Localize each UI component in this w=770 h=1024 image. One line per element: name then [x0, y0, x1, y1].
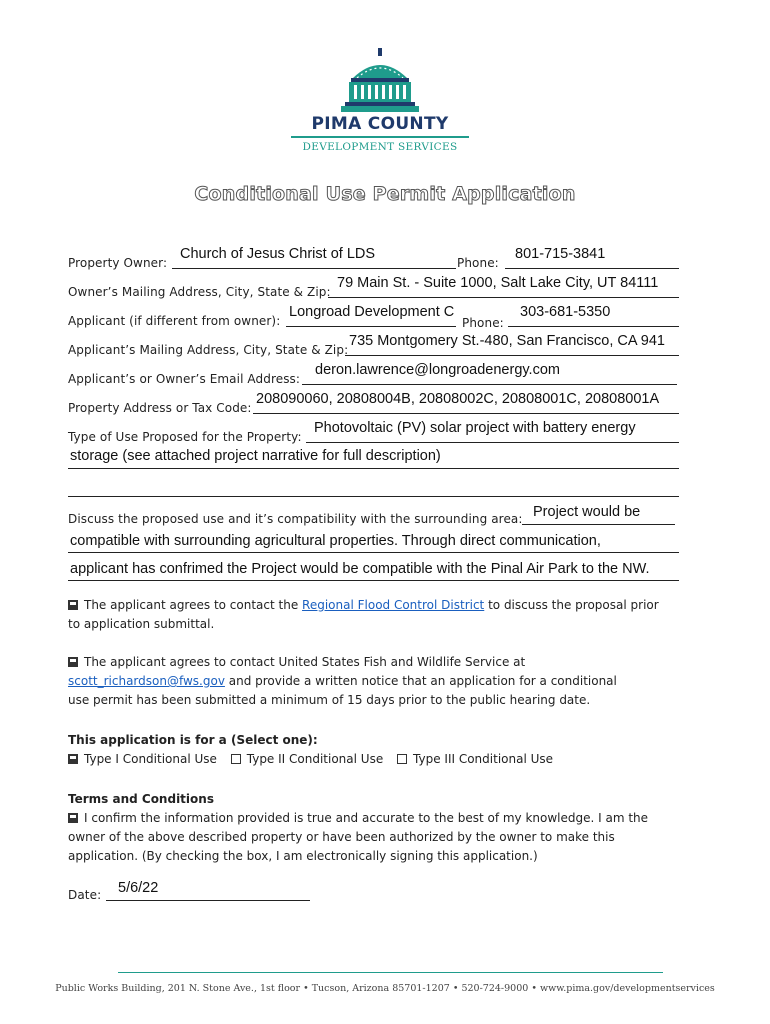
- type-3-option[interactable]: [397, 752, 553, 766]
- applicant-address-field[interactable]: 735 Montgomery St.-480, San Francisco, CA 941: [349, 333, 665, 349]
- flood-agreement-line2: to application submittal.: [68, 617, 215, 631]
- type-1-checkbox[interactable]: [68, 754, 78, 764]
- terms-line1: I confirm the information provided is true and accurate to the best of my knowledge. I am the: [84, 811, 649, 825]
- applicant-address-label: Applicant’s Mailing Address, City, State & Zip:: [68, 343, 349, 357]
- terms-line3: application. (By checking the box, I am electronically signing this application.): [68, 849, 538, 863]
- applicant-field[interactable]: Longroad Development C: [289, 304, 455, 320]
- owner-phone-underline: [505, 268, 679, 269]
- fws-agreement-text: The applicant agrees to contact United States Fish and Wildlife Service at: [84, 655, 526, 669]
- type-2-label: Type II Conditional Use: [246, 752, 384, 766]
- type-1-option[interactable]: [68, 752, 217, 766]
- flood-agreement-text: The applicant agrees to contact the: [84, 598, 303, 612]
- fws-email-link[interactable]: scott_richardson@fws.gov: [68, 674, 225, 688]
- logo-department: DEVELOPMENT SERVICES: [302, 141, 458, 153]
- use-type-underline-1: [306, 442, 679, 443]
- date-label: Date:: [68, 888, 102, 902]
- use-type-label: Type of Use Proposed for the Property:: [68, 430, 302, 444]
- compatibility-underline-1: [522, 524, 675, 525]
- owner-address-field[interactable]: 79 Main St. - Suite 1000, Salt Lake City, UT 84111: [337, 275, 659, 291]
- type-3-label: Type III Conditional Use: [413, 752, 554, 766]
- applicant-phone-label: Phone:: [462, 316, 504, 330]
- applicant-address-underline: [345, 355, 679, 356]
- logo-divider: [291, 136, 469, 138]
- fws-agreement-text-after: and provide a written notice that an application for a conditional: [224, 674, 617, 688]
- property-address-underline: [253, 413, 679, 414]
- owner-phone-label: Phone:: [457, 256, 499, 270]
- terms-checkbox[interactable]: [68, 813, 78, 823]
- logo-county-name: PIMA COUNTY: [311, 114, 449, 134]
- property-address-label: Property Address or Tax Code:: [68, 401, 252, 415]
- owner-address-underline: [328, 297, 679, 298]
- use-type-underline-2: [68, 468, 679, 469]
- applicant-phone-underline: [508, 326, 679, 327]
- email-underline: [302, 384, 677, 385]
- type-1-label: Type I Conditional Use: [84, 752, 217, 766]
- flood-agreement-checkbox[interactable]: [68, 600, 78, 610]
- compatibility-label: Discuss the proposed use and it’s compatibility with the surrounding area:: [68, 512, 523, 526]
- application-type-options: [68, 750, 553, 769]
- use-type-field-line2[interactable]: storage (see attached project narrative for full description): [70, 448, 441, 464]
- compatibility-field-line3[interactable]: applicant has confrimed the Project would be compatible with the Pinal Air Park to the NW.: [70, 561, 650, 577]
- property-owner-underline: [172, 268, 456, 269]
- flood-control-link[interactable]: Regional Flood Control District: [302, 598, 485, 612]
- use-type-field-line1[interactable]: Photovoltaic (PV) solar project with battery energy: [314, 420, 636, 436]
- email-field[interactable]: deron.lawrence@longroadenergy.com: [315, 362, 560, 378]
- fws-agreement: [68, 653, 688, 710]
- date-underline: [106, 900, 310, 901]
- page-title: Conditional Use Permit Application: [194, 183, 576, 205]
- property-owner-field[interactable]: Church of Jesus Christ of LDS: [180, 246, 376, 262]
- applicant-underline: [286, 326, 456, 327]
- compatibility-underline-3: [68, 580, 679, 581]
- flood-agreement: [68, 596, 688, 634]
- applicant-label: Applicant (if different from owner):: [68, 314, 281, 328]
- logo: [285, 48, 475, 160]
- type-3-checkbox[interactable]: [397, 754, 407, 764]
- terms-text: [68, 809, 698, 866]
- property-owner-label: Property Owner:: [68, 256, 168, 270]
- applicant-phone-field[interactable]: 303-681-5350: [520, 304, 611, 320]
- date-field[interactable]: 5/6/22: [118, 880, 159, 896]
- application-type-heading: This application is for a (Select one):: [68, 733, 318, 747]
- compatibility-field-line2[interactable]: compatible with surrounding agricultural properties. Through direct communication,: [70, 533, 601, 549]
- fws-agreement-line3: use permit has been submitted a minimum of 15 days prior to the public hearing date.: [68, 693, 591, 707]
- footer-divider: [118, 972, 663, 973]
- compatibility-underline-2: [68, 552, 679, 553]
- type-2-option[interactable]: [231, 752, 383, 766]
- owner-phone-field[interactable]: 801-715-3841: [515, 246, 606, 262]
- compatibility-field-line1[interactable]: Project would be: [533, 504, 641, 520]
- type-2-checkbox[interactable]: [231, 754, 241, 764]
- property-address-field[interactable]: 208090060, 20808004B, 20808002C, 20808001C, 20808001A: [256, 391, 660, 407]
- use-type-underline-3: [68, 496, 679, 497]
- flood-agreement-text-after: to discuss the proposal prior: [484, 598, 659, 612]
- owner-address-label: Owner’s Mailing Address, City, State & Zip:: [68, 285, 331, 299]
- terms-heading: Terms and Conditions: [68, 792, 214, 806]
- email-label: Applicant’s or Owner’s Email Address:: [68, 372, 301, 386]
- fws-agreement-checkbox[interactable]: [68, 657, 78, 667]
- footer-address: Public Works Building, 201 N. Stone Ave., 1st floor • Tucson, Arizona 85701-1207 • 520-724-9000 • www.pima.gov/developmentservices: [55, 983, 715, 994]
- terms-line2: owner of the above described property or have been authorized by the owner to make this: [68, 830, 615, 844]
- capitol-dome-logo-icon: [285, 48, 475, 118]
